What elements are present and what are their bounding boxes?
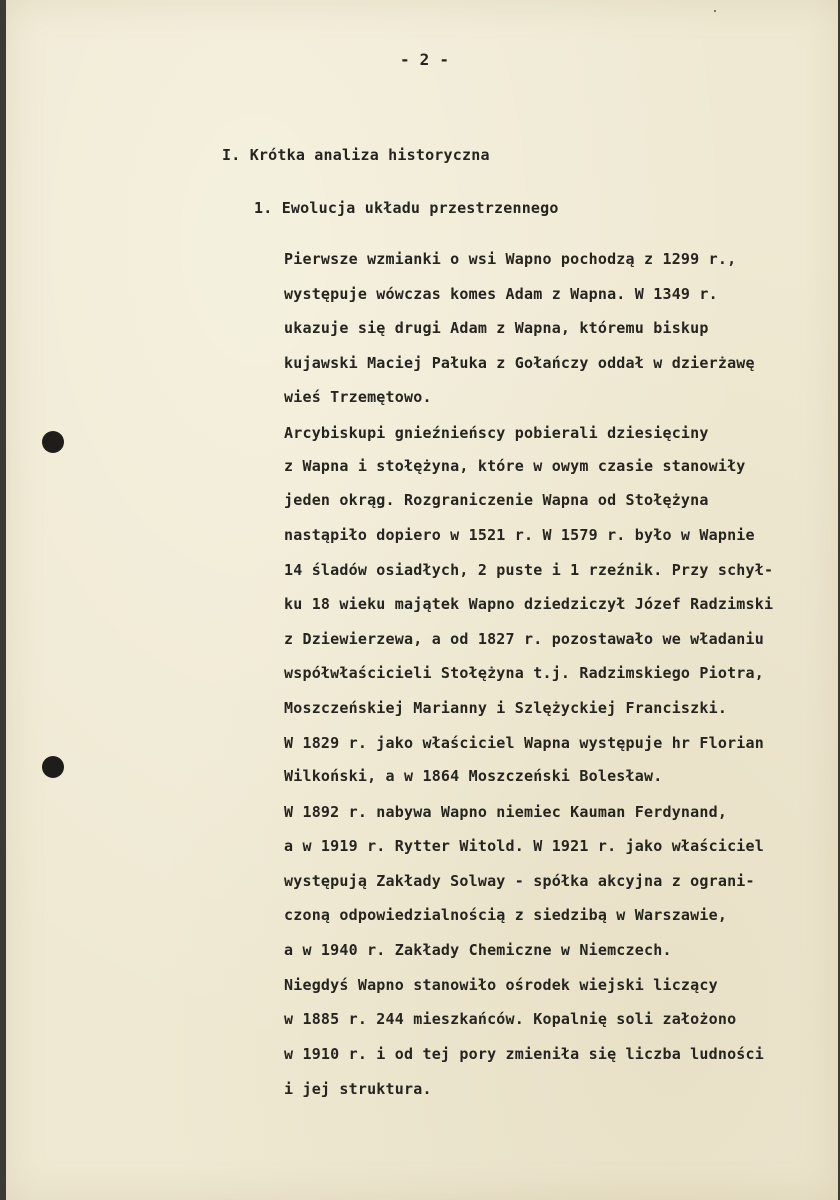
- document-page: [6, 0, 838, 1200]
- body-line: Pierwsze wzmianki o wsi Wapno pochodzą z 1299 r.,: [284, 250, 737, 268]
- body-line: Arcybiskupi gnieźnieńscy pobierali dziesięciny: [284, 424, 709, 442]
- body-line: a w 1919 r. Rytter Witold. W 1921 r. jako właściciel: [284, 837, 764, 855]
- body-line: 14 śladów osiadłych, 2 puste i 1 rzeźnik. Przy schył-: [284, 561, 774, 579]
- body-line: występuje wówczas komes Adam z Wapna. W 1349 r.: [284, 285, 718, 303]
- body-line: jeden okrąg. Rozgraniczenie Wapna od Stołężyna: [284, 491, 709, 509]
- body-line: z Wapna i stołężyna, które w owym czasie stanowiły: [284, 457, 746, 475]
- body-line: i jej struktura.: [284, 1080, 432, 1098]
- body-line: W 1829 r. jako właściciel Wapna występuje hr Florian: [284, 734, 764, 752]
- body-line: W 1892 r. nabywa Wapno niemiec Kauman Ferdynand,: [284, 803, 728, 821]
- body-line: współwłaścicieli Stołężyna t.j. Radzimskiego Piotra,: [284, 664, 764, 682]
- binder-hole: [42, 756, 64, 778]
- body-line: w 1910 r. i od tej pory zmieniła się liczba ludności: [284, 1045, 764, 1063]
- section-heading: I. Krótka analiza historyczna: [222, 146, 490, 164]
- body-line: a w 1940 r. Zakłady Chemiczne w Niemczech.: [284, 941, 672, 959]
- body-line: z Dziewierzewa, a od 1827 r. pozostawało we władaniu: [284, 630, 764, 648]
- body-line: w 1885 r. 244 mieszkańców. Kopalnię soli założono: [284, 1010, 737, 1028]
- body-line: kujawski Maciej Pałuka z Gołańczy oddał w dzierżawę: [284, 354, 755, 372]
- body-line: Moszczeńskiej Marianny i Szlężyckiej Franciszki.: [284, 699, 728, 717]
- binder-hole: [42, 431, 64, 453]
- page-number: - 2 -: [400, 50, 450, 69]
- subsection-heading: 1. Ewolucja układu przestrzennego: [254, 199, 559, 217]
- body-line: występują Zakłady Solway - spółka akcyjna z ograni-: [284, 872, 755, 890]
- body-line: wieś Trzemętowo.: [284, 388, 432, 406]
- paper-speck: [714, 10, 716, 12]
- body-line: ku 18 wieku majątek Wapno dziedziczył Józef Radzimski: [284, 595, 774, 613]
- body-line: Wilkoński, a w 1864 Moszczeński Bolesław.: [284, 767, 663, 785]
- body-line: nastąpiło dopiero w 1521 r. W 1579 r. było w Wapnie: [284, 526, 755, 544]
- body-line: Niegdyś Wapno stanowiło ośrodek wiejski liczący: [284, 976, 718, 994]
- body-line: czoną odpowiedzialnością z siedzibą w Warszawie,: [284, 906, 728, 924]
- body-line: ukazuje się drugi Adam z Wapna, któremu biskup: [284, 319, 709, 337]
